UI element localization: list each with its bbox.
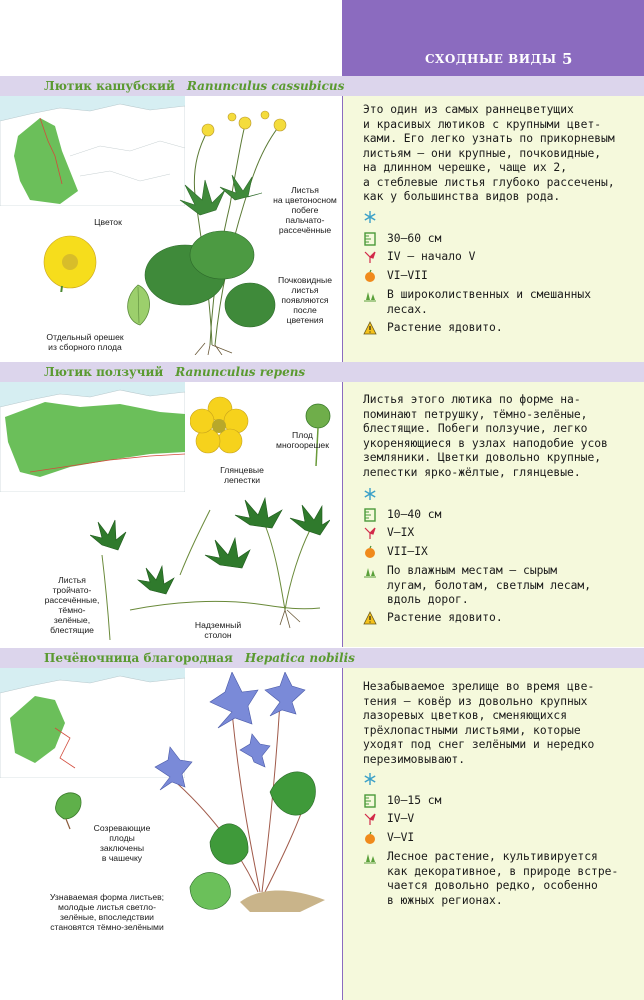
caption-line: Листья <box>291 185 319 195</box>
habitat-line: По влажным местам — сырым <box>387 564 558 577</box>
warning-icon <box>363 611 377 625</box>
caption-line: зелёные, впоследствии <box>60 912 154 922</box>
habitat-line: лугам, болотам, светлым лесам, <box>387 578 592 592</box>
desc-line: трёхлопастными листьями, которые <box>363 723 581 737</box>
caption-petals <box>212 465 272 485</box>
caption-line: Узнаваемая форма листьев; <box>49 892 165 902</box>
caption-fruit <box>275 430 330 450</box>
caption-line: плоды <box>109 833 135 843</box>
ruler-icon <box>363 508 377 522</box>
habitat-line: вдоль дорог. <box>387 593 469 606</box>
desc-line: лазоревых цветков, сменяющихся <box>363 709 568 722</box>
caption-line: появляются <box>281 295 329 305</box>
caption-line: Почковидные <box>278 275 332 285</box>
nutlet-illustration <box>120 283 156 328</box>
desc-line: уходят под снег зелёными и нередко <box>363 738 595 751</box>
fruiting-value: V–VI <box>387 831 415 844</box>
caption-line: молодые листья светло- <box>58 902 156 912</box>
caption-basal-leaves <box>272 275 338 325</box>
flowering-value: IV — начало V <box>387 250 476 263</box>
desc-line: на длинном черешке, чаще их 2, <box>363 161 568 174</box>
caption-leaf-shape <box>42 892 172 932</box>
habitat-line: В широколиственных и смешанных <box>387 288 592 301</box>
species-name-lat: Ranunculus repens <box>175 365 306 379</box>
species-name-ru: Лютик кашубский <box>44 79 175 93</box>
desc-line: лепестки ярко-жёлтые, глянцевые. <box>363 465 581 479</box>
caption-line: многоорешек <box>276 440 329 450</box>
caption-leaves <box>42 575 102 635</box>
caption-line: Листья <box>58 575 86 585</box>
habitat-text <box>387 288 633 317</box>
glossy-flower-illustration <box>190 395 250 455</box>
habitat-line: как декоративное, в природе встре- <box>387 864 619 878</box>
caption-line: Глянцевые <box>220 465 264 475</box>
caption-line: из сборного плода <box>48 342 122 352</box>
species-name-lat: Hepatica nobilis <box>244 651 355 665</box>
flower-icon <box>363 526 377 540</box>
species-title-3 <box>44 651 355 665</box>
habitat-line: лесах. <box>387 302 428 316</box>
habitat-text <box>387 850 633 908</box>
habitat-icon <box>363 850 377 864</box>
caption-line: столон <box>204 630 232 640</box>
description-3 <box>363 680 633 767</box>
height-value: 10–15 см <box>387 794 442 807</box>
habitat-line: чается довольно редко, особенно <box>387 879 598 892</box>
habitat-line: Лесное растение, культивируется <box>387 850 598 863</box>
species-name-lat: Ranunculus cassubicus <box>186 79 345 93</box>
habitat-text <box>387 564 633 608</box>
desc-line: поминают петрушку, тёмно-зелёные, <box>363 407 588 421</box>
caption-line: цветения <box>286 315 324 325</box>
desc-line: а стеблевые листья глубоко рассечены, <box>363 175 615 189</box>
species-name-ru: Лютик ползучий <box>44 365 164 379</box>
fruit-icon <box>363 831 377 845</box>
page-number: 5 <box>562 50 573 68</box>
desc-line: земляники. Цветки довольно крупные, <box>363 451 602 464</box>
habitat-line: в южных регионах. <box>387 893 503 907</box>
desc-line: перезимовывают. <box>363 752 466 766</box>
fruiting-value: VI–VII <box>387 269 428 282</box>
desc-line: укореняющиеся в узлах наподобие усов <box>363 436 608 450</box>
snowflake-icon <box>363 487 377 501</box>
caption-line: Созревающие <box>93 823 151 833</box>
ranunculus-repens-plant-illustration <box>90 470 330 645</box>
page-header-title: СХОДНЫЕ ВИДЫ <box>425 52 557 66</box>
caption-line: листья <box>291 285 319 295</box>
species-title-2 <box>44 365 305 379</box>
flowering-value: V–IX <box>387 526 415 539</box>
snowflake-icon <box>363 772 377 786</box>
caption-line: блестящие <box>50 625 94 635</box>
caption-line: в чашечку <box>101 853 143 863</box>
fruiting-value: VII–IX <box>387 545 428 558</box>
caption-flower: Цветок <box>94 217 122 227</box>
desc-line: Это один из самых раннецветущих <box>363 103 574 116</box>
desc-line: и красивых лютиков с крупными цвет- <box>363 117 602 131</box>
desc-line: как у большинства видов рода. <box>363 190 561 203</box>
caption-fruits <box>92 823 152 863</box>
caption-stolon <box>188 620 248 640</box>
yellow-flower-illustration <box>40 232 100 292</box>
desc-line: Незабываемое зрелище во время цве- <box>363 680 595 693</box>
caption-line: лепестки <box>223 475 261 485</box>
description-1 <box>363 103 633 205</box>
caption-line: тройчато- <box>52 585 92 595</box>
caption-line: рассечённые <box>278 225 332 235</box>
fruit-icon <box>363 545 377 559</box>
snowflake-icon <box>363 210 377 224</box>
caption-line: побеге <box>291 205 319 215</box>
caption-line: зелёные, <box>53 615 91 625</box>
flowering-value: IV–V <box>387 812 415 825</box>
caption-line: тёмно- <box>58 605 86 615</box>
caption-line: на цветоносном <box>273 195 337 205</box>
hepatica-nobilis-plant-illustration <box>140 672 340 927</box>
height-value: 30–60 см <box>387 232 442 245</box>
habitat-icon <box>363 288 377 302</box>
desc-line: блестящие. Побеги ползучие, легко <box>363 422 588 435</box>
warning-icon <box>363 321 377 335</box>
species-title-1 <box>44 79 344 93</box>
desc-line: листьям — они крупные, почковидные, <box>363 146 602 160</box>
species-name-ru: Печёночница благородная <box>44 651 233 665</box>
desc-line: тения — ковёр из довольно крупных <box>363 694 588 708</box>
warning-text: Растение ядовито. <box>387 611 503 624</box>
height-value: 10–40 см <box>387 508 442 521</box>
description-2 <box>363 393 633 480</box>
caption-line: становятся тёмно-зелёными <box>50 922 164 932</box>
caption-nutlet <box>40 332 130 352</box>
caption-line: Плод <box>292 430 313 440</box>
caption-line: после <box>293 305 317 315</box>
desc-line: Листья этого лютика по форме на- <box>363 393 581 406</box>
desc-line: ками. Его легко узнать по прикорневым <box>363 132 615 145</box>
fruit-icon <box>363 269 377 283</box>
caption-line: рассечённые, <box>44 595 100 605</box>
ruler-icon <box>363 232 377 246</box>
caption-line: пальчато- <box>285 215 325 225</box>
caption-line: заключены <box>99 843 145 853</box>
habitat-icon <box>363 564 377 578</box>
flower-icon <box>363 250 377 264</box>
warning-text: Растение ядовито. <box>387 321 503 334</box>
ruler-icon <box>363 794 377 808</box>
flower-icon <box>363 812 377 826</box>
fruit-calyx-illustration <box>48 785 88 830</box>
caption-stem-leaves <box>270 185 340 235</box>
caption-line: Надземный <box>194 620 242 630</box>
caption-line: Отдельный орешек <box>46 332 124 342</box>
